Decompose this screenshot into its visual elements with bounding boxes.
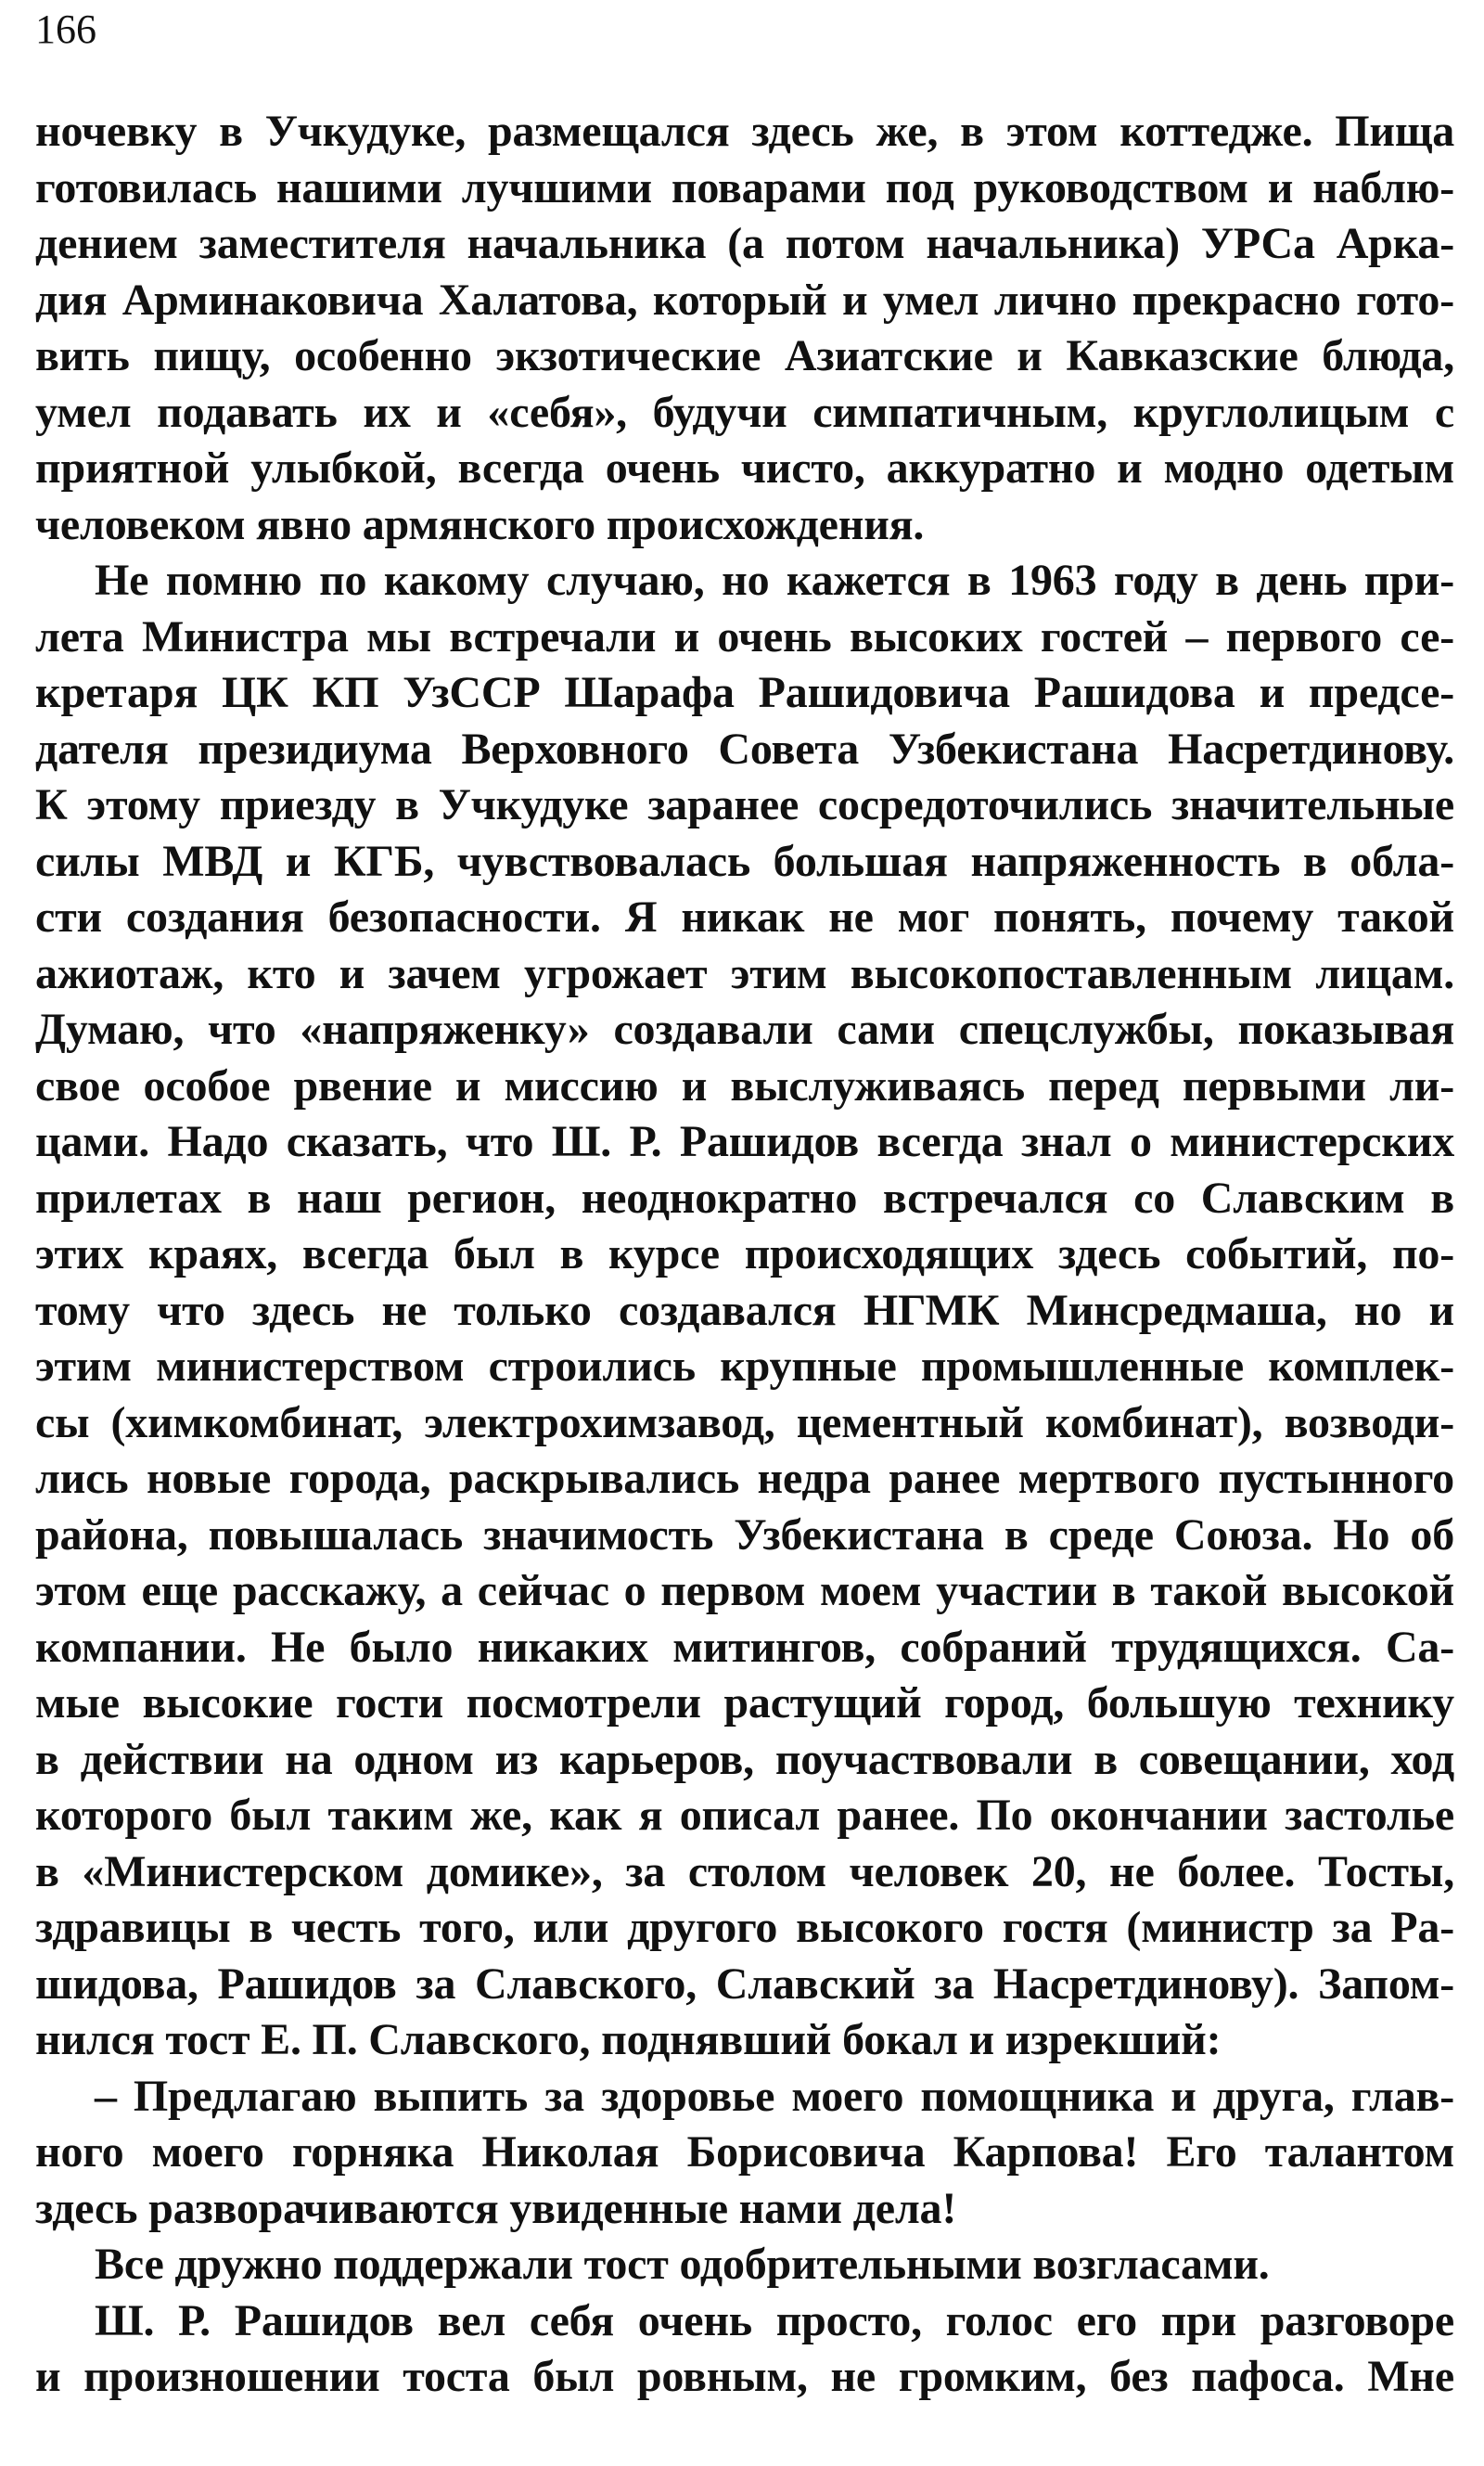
paragraph xyxy=(35,2293,1454,2406)
text-line: района, повышалась значимость Узбекистана в среде Союза. Но об xyxy=(35,1509,1454,1560)
text-line: прилетах в наш регион, неоднократно встречался со Славским в xyxy=(35,1173,1454,1223)
text-line: лета Министра мы встречали и очень высоких гостей – первого се- xyxy=(35,611,1454,661)
text-line: готовилась нашими лучшими поварами под руководством и наблю- xyxy=(35,162,1454,212)
text-line: силы МВД и КГБ, чувствовалась большая напряженность в обла- xyxy=(35,836,1454,886)
text-line: Думаю, что «напряженку» создавали сами спецслужбы, показывая xyxy=(35,1005,1454,1054)
text-line: свое особое рвение и миссию и выслуживаясь перед первыми ли- xyxy=(35,1060,1454,1111)
text-line: тому что здесь не только создавался НГМК Минсредмаша, но и xyxy=(35,1285,1454,1335)
text-line: приятной улыбкой, всегда очень чисто, аккуратно и модно одетым xyxy=(35,443,1454,493)
text-line: дением заместителя начальника (а потом начальника) УРСа Арка- xyxy=(35,219,1454,268)
text-line: ного моего горняка Николая Борисовича Карпова! Его талантом xyxy=(35,2127,1454,2177)
text-line: этим министерством строились крупные промышленные комплек- xyxy=(35,1342,1454,1391)
text-line: умел подавать их и «себя», будучи симпатичным, круглолицым с xyxy=(35,387,1454,437)
text-line: и произношении тоста был ровным, не громким, без пафоса. Мне xyxy=(35,2352,1454,2401)
text-line: человеком явно армянского происхождения. xyxy=(35,499,925,549)
text-line: – Предлагаю выпить за здоровье моего помощника и друга, глав- xyxy=(95,2071,1454,2121)
paragraph xyxy=(35,104,1454,553)
text-line: ажиотаж, кто и зачем угрожает этим высокопоставленным лицам. xyxy=(35,948,1454,998)
text-line: в действии на одном из карьеров, поучаствовали в совещании, ход xyxy=(35,1734,1454,1784)
text-line: ночевку в Учкудуке, размещался здесь же, в этом коттедже. Пища xyxy=(35,107,1454,156)
text-line: Не помню по какому случаю, но кажется в 1963 году в день при- xyxy=(95,556,1454,605)
text-line: сти создания безопасности. Я никак не мог понять, почему такой xyxy=(35,893,1454,942)
text-line: лись новые города, раскрывались недра ранее мертвого пустынного xyxy=(35,1454,1454,1503)
text-line: дия Арминаковича Халатова, который и умел лично прекрасно гото- xyxy=(35,275,1454,325)
text-line: К этому приезду в Учкудуке заранее сосредоточились значительные xyxy=(35,780,1454,829)
paragraph xyxy=(35,553,1454,2069)
text-line: мые высокие гости посмотрели растущий город, большую технику xyxy=(35,1678,1454,1727)
text-line: этих краях, всегда был в курсе происходящих здесь событий, по- xyxy=(35,1229,1454,1278)
text-line: кретаря ЦК КП УзССР Шарафа Рашидовича Рашидова и предсе- xyxy=(35,668,1454,717)
text-line: цами. Надо сказать, что Ш. Р. Рашидов всегда знал о министерских xyxy=(35,1117,1454,1166)
text-line: здесь разворачиваются увиденные нами дела! xyxy=(35,2183,957,2233)
text-line: Ш. Р. Рашидов вел себя очень просто, голос его при разговоре xyxy=(95,2295,1454,2345)
text-line: этом еще расскажу, а сейчас о первом моем участии в такой высокой xyxy=(35,1566,1454,1615)
text-line: шидова, Рашидов за Славского, Славский за Насретдинову). Запом- xyxy=(35,1959,1454,2009)
text-line: сы (химкомбинат, электрохимзавод, цементный комбинат), возводи- xyxy=(35,1397,1454,1447)
body-text xyxy=(35,104,1454,2406)
paragraph xyxy=(35,2069,1454,2238)
text-line: здравицы в честь того, или другого высокого гостя (министр за Ра- xyxy=(35,1903,1454,1952)
page-number: 166 xyxy=(35,6,96,52)
text-line: в «Министерском домике», за столом человек 20, не более. Тосты, xyxy=(35,1846,1454,1896)
text-line: которого был таким же, как я описал ранее. По окончании застолье xyxy=(35,1791,1454,1840)
text-line: дателя президиума Верховного Совета Узбекистана Насретдинову. xyxy=(35,724,1454,774)
text-line: нился тост Е. П. Славского, поднявший бокал и изрекший: xyxy=(35,2015,1222,2064)
paragraph xyxy=(35,2237,1454,2293)
text-line: Все дружно поддержали тост одобрительными возгласами. xyxy=(95,2240,1270,2289)
text-line: компании. Не было никаких митингов, собраний трудящихся. Са- xyxy=(35,1622,1454,1672)
text-line: вить пищу, особенно экзотические Азиатские и Кавказские блюда, xyxy=(35,331,1454,380)
